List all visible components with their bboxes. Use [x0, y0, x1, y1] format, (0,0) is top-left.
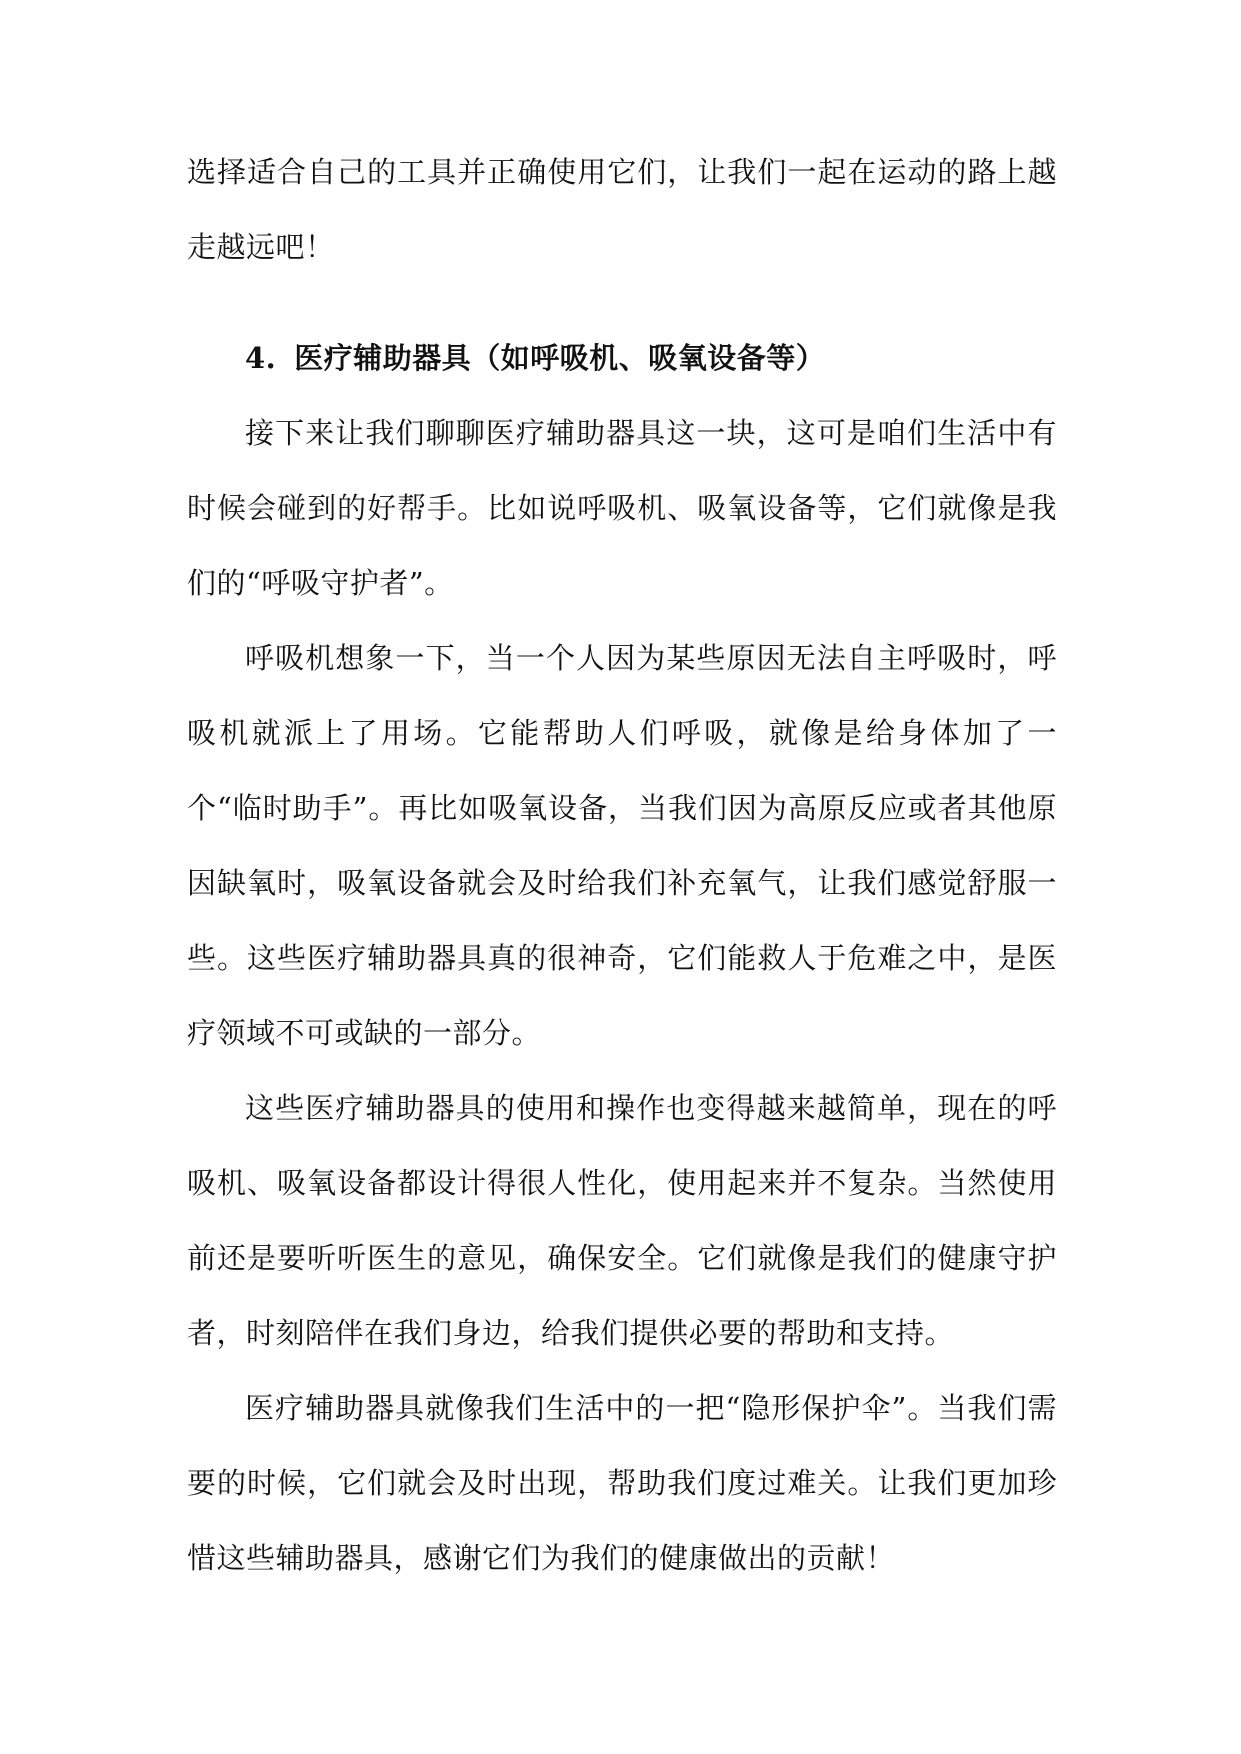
paragraph-2: 呼吸机想象一下，当一个人因为某些原因无法自主呼吸时，呼吸机就派上了用场。它能帮助人们呼吸，就像是给身体加了一个“临时助手”。再比如吸氧设备，当我们因为高原反应或者其他原因缺氧时，吸氧设备就会及时给我们补充氧气，让我们感觉舒服一些。这些医疗辅助器具真的很神奇，它们能救人于危难之中，是医疗领域不可或缺的一部分。 [187, 641, 1057, 1050]
section-title: 医疗辅助器具（如呼吸机、吸氧设备等） [294, 341, 826, 375]
paragraph-4: 医疗辅助器具就像我们生活中的一把“隐形保护伞”。当我们需要的时候，它们就会及时出现，帮助我们度过难关。让我们更加珍惜这些辅助器具，感谢它们为我们的健康做出的贡献！ [187, 1391, 1057, 1575]
document-body [187, 135, 1057, 1596]
paragraph-1: 接下来让我们聊聊医疗辅助器具这一块，这可是咱们生活中有时候会碰到的好帮手。比如说呼吸机、吸氧设备等，它们就像是我们的“呼吸守护者”。 [187, 416, 1057, 600]
section-heading [187, 321, 1057, 396]
continued-paragraph: 选择适合自己的工具并正确使用它们，让我们一起在运动的路上越走越远吧！ [187, 155, 1057, 264]
section-number: 4. [245, 341, 277, 375]
paragraph-3: 这些医疗辅助器具的使用和操作也变得越来越简单，现在的呼吸机、吸氧设备都设计得很人性化，使用起来并不复杂。当然使用前还是要听听医生的意见，确保安全。它们就像是我们的健康守护者，时刻陪伴在我们身边，给我们提供必要的帮助和支持。 [187, 1091, 1057, 1350]
